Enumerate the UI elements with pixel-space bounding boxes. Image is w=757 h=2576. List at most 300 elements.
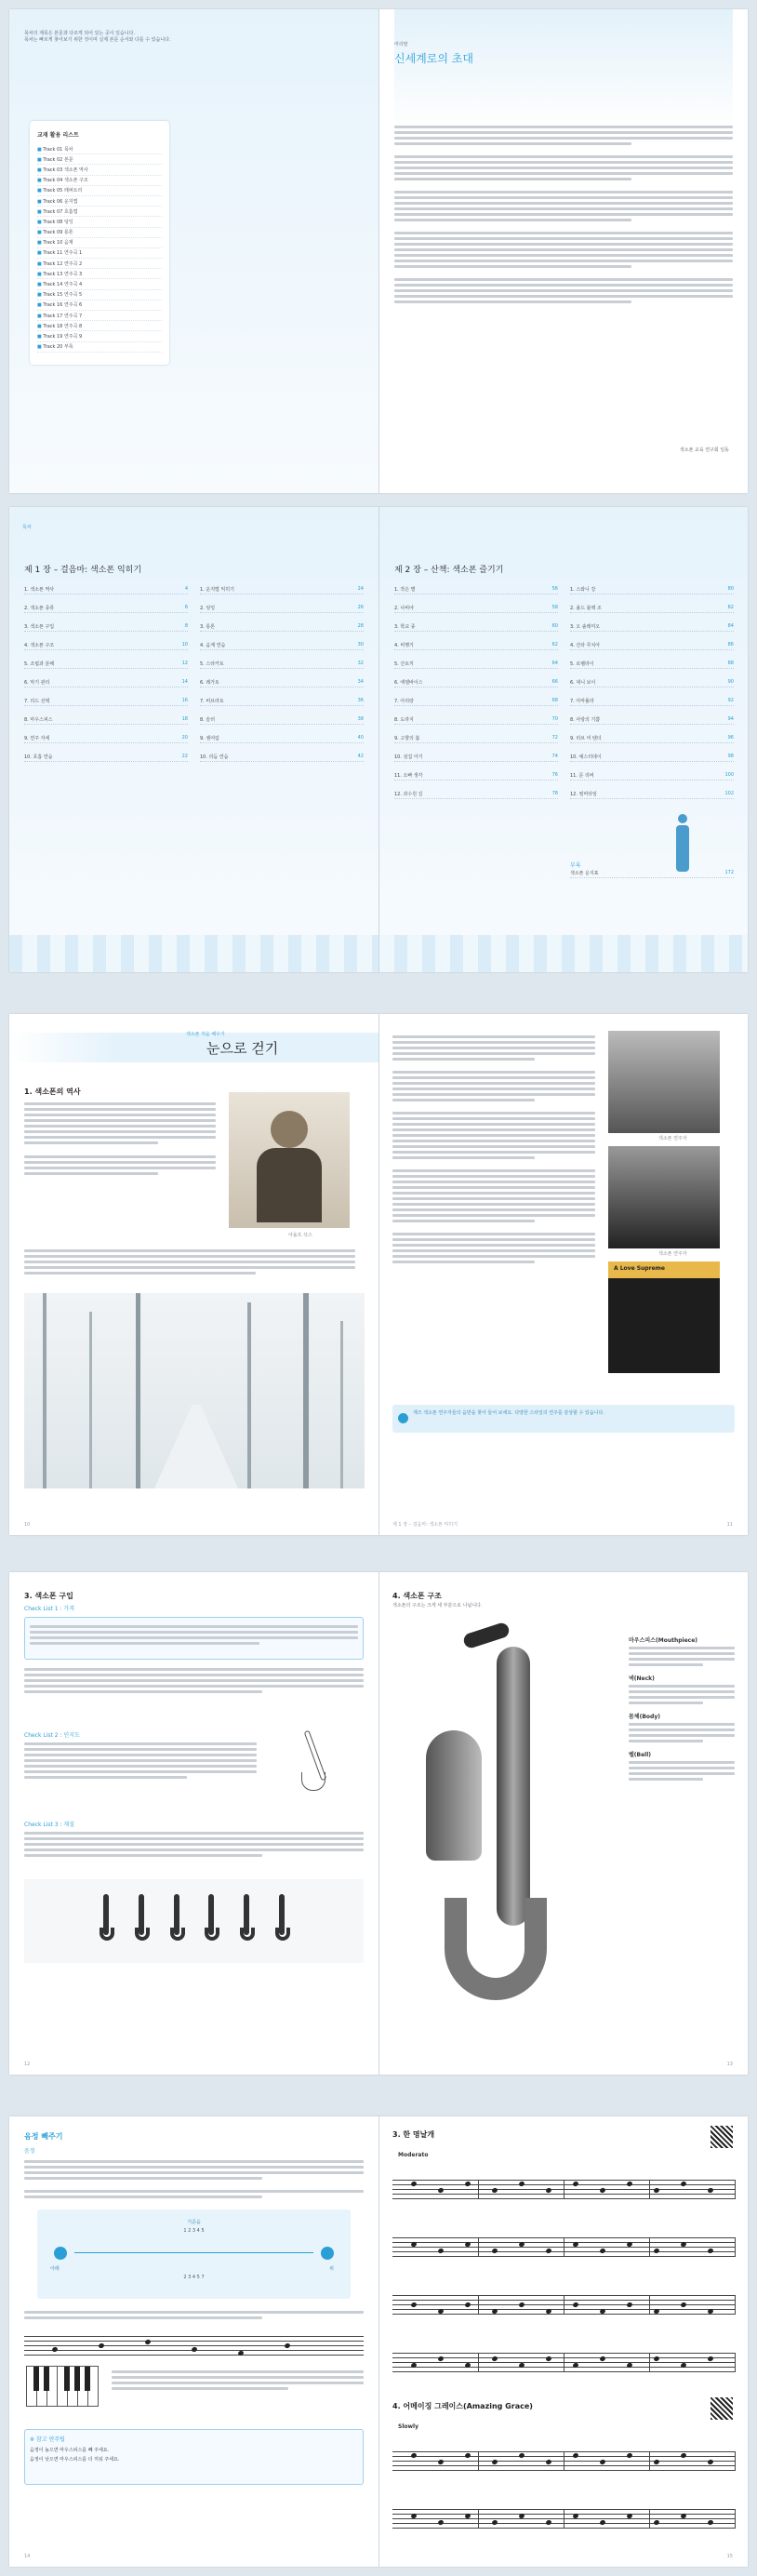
list-item-label: Track 03 색소폰 역사 bbox=[43, 167, 88, 173]
sax-sketch bbox=[279, 1726, 353, 1800]
song-1-staves bbox=[392, 2157, 735, 2394]
list-item[interactable] bbox=[37, 186, 162, 196]
folio-right-2: 13 bbox=[726, 2062, 733, 2067]
toc-row[interactable] bbox=[24, 734, 188, 743]
toc-row[interactable] bbox=[200, 604, 364, 613]
toc-page: 18 bbox=[181, 716, 188, 722]
history-body bbox=[24, 1100, 216, 1178]
note bbox=[653, 2459, 659, 2465]
bullet-icon: ■ bbox=[37, 323, 44, 329]
list-item-label: Track 15 연주곡 5 bbox=[43, 292, 83, 299]
list-item-label: Track 19 연주곡 9 bbox=[43, 333, 83, 340]
toc-entry: 8. 사랑의 기쁨 bbox=[570, 717, 601, 723]
list-item-label: Track 02 본문 bbox=[43, 156, 73, 163]
appendix-row[interactable] bbox=[570, 869, 734, 878]
toc-page: 4 bbox=[184, 586, 188, 592]
song-1-tempo: Moderato bbox=[398, 2152, 429, 2158]
appendix-label: 부록 bbox=[570, 862, 581, 869]
note bbox=[410, 2302, 417, 2308]
toc-row[interactable] bbox=[200, 753, 364, 762]
sax-icon-3 bbox=[163, 1890, 191, 1946]
toc-page: 100 bbox=[724, 772, 734, 778]
list-item[interactable] bbox=[37, 238, 162, 248]
page-toc-left bbox=[9, 507, 378, 972]
toc-entry: 9. 고향의 봄 bbox=[394, 736, 420, 741]
bullet-icon: ■ bbox=[37, 156, 44, 163]
list-item[interactable] bbox=[37, 144, 162, 154]
note bbox=[545, 2459, 551, 2465]
note bbox=[437, 2519, 444, 2526]
tip-panel bbox=[24, 2429, 364, 2485]
toc-entry: 1. 운지법 익히기 bbox=[200, 587, 234, 593]
footer-wave bbox=[9, 935, 378, 972]
list-item-label: Track 12 연주곡 2 bbox=[43, 260, 83, 267]
bullet-icon: ■ bbox=[37, 333, 44, 340]
toc-row[interactable] bbox=[24, 715, 188, 725]
bullet-icon: ■ bbox=[37, 146, 44, 153]
toc-page: 6 bbox=[184, 605, 188, 610]
tip-2: 음정이 낮으면 마우스피스를 더 끼워 주세요. bbox=[30, 2457, 120, 2463]
list-item[interactable] bbox=[37, 248, 162, 259]
note bbox=[653, 2248, 659, 2254]
toc-row[interactable] bbox=[394, 771, 558, 781]
toc-page: 72 bbox=[551, 735, 558, 741]
toc-entry: 3. 학교 종 bbox=[394, 624, 416, 630]
page-structure bbox=[378, 1572, 748, 2075]
toc-page: 30 bbox=[357, 642, 364, 647]
toc-row[interactable] bbox=[200, 678, 364, 687]
preface-title: 신세계로의 초대 bbox=[394, 52, 473, 65]
toc-heading-1: 제 1 장 – 걸음마: 색소폰 익히기 bbox=[24, 566, 142, 575]
note bbox=[707, 2356, 713, 2362]
toc-entry: 2. 텅잉 bbox=[200, 606, 216, 611]
part-heading: 넥(Neck) bbox=[629, 1675, 655, 1682]
note bbox=[599, 2519, 605, 2526]
toc-row[interactable] bbox=[570, 585, 734, 594]
staff bbox=[392, 2221, 735, 2273]
staff bbox=[392, 2435, 735, 2487]
toc-page: 88 bbox=[727, 661, 734, 666]
song-1-title: 3. 한 명날개 bbox=[392, 2130, 435, 2139]
note bbox=[653, 2356, 659, 2362]
bullet-icon: ■ bbox=[37, 250, 44, 257]
toc-row[interactable] bbox=[200, 585, 364, 594]
toc-row[interactable] bbox=[24, 604, 188, 613]
toc-row[interactable] bbox=[394, 753, 558, 762]
toc-page: 28 bbox=[357, 623, 364, 629]
toc-page: 68 bbox=[551, 698, 558, 703]
note bbox=[572, 2302, 578, 2308]
spread-tuning bbox=[9, 2116, 748, 2567]
section-structure: 4. 색소폰 구조 bbox=[392, 1592, 442, 1600]
toc-entry: 11. 오빠 생각 bbox=[394, 773, 423, 779]
list-item-label: Track 04 색소폰 구조 bbox=[43, 178, 88, 184]
toc-row[interactable] bbox=[570, 734, 734, 743]
toc-row[interactable] bbox=[394, 734, 558, 743]
note bbox=[437, 2356, 444, 2362]
note bbox=[626, 2452, 632, 2459]
running-footer: 제 1 장 – 걸음마: 색소폰 익히기 bbox=[392, 1522, 458, 1528]
tip-1: 음정이 높으면 마우스피스를 빼 주세요. bbox=[30, 2448, 110, 2453]
check-price: Check List 1 : 가격 bbox=[24, 1606, 75, 1612]
note bbox=[437, 2248, 444, 2254]
tuning-body bbox=[24, 2157, 364, 2201]
tuning-right-label: 위 bbox=[329, 2266, 334, 2272]
note bbox=[518, 2302, 525, 2308]
toc-row[interactable] bbox=[200, 660, 364, 669]
note bbox=[491, 2187, 498, 2194]
page-preface bbox=[378, 9, 748, 493]
list-item-label: Track 01 목차 bbox=[43, 146, 73, 153]
spread-toc bbox=[9, 507, 748, 972]
toc-row[interactable] bbox=[24, 660, 188, 669]
page-history-right bbox=[378, 1014, 748, 1535]
preface-body bbox=[394, 123, 733, 306]
note bbox=[491, 2519, 498, 2526]
toc-page: 34 bbox=[357, 679, 364, 685]
toc-entry: 3. 오 솔레미오 bbox=[570, 624, 601, 630]
bullet-icon: ■ bbox=[37, 208, 44, 215]
bullet-icon: ■ bbox=[37, 167, 44, 173]
history-body-3 bbox=[392, 1033, 595, 1266]
header-band bbox=[394, 9, 733, 130]
toc-col-4 bbox=[570, 585, 734, 808]
toc-col-2 bbox=[200, 585, 364, 771]
folio-left-2: 12 bbox=[24, 2062, 31, 2067]
tuning-staff bbox=[24, 2329, 364, 2362]
toc-page: 20 bbox=[181, 735, 188, 741]
toc-entry: 3. 색소폰 구입 bbox=[24, 624, 55, 630]
list-item[interactable] bbox=[37, 311, 162, 321]
list-item[interactable] bbox=[37, 331, 162, 341]
note bbox=[626, 2181, 632, 2187]
toc-page: 42 bbox=[357, 754, 364, 759]
part-heading: 벨(Bell) bbox=[629, 1752, 652, 1758]
check-brand: Check List 2 : 인지도 bbox=[24, 1732, 80, 1739]
sax-icon-2 bbox=[127, 1890, 155, 1946]
sax-icon-1 bbox=[92, 1890, 120, 1946]
note bbox=[545, 2248, 551, 2254]
note bbox=[464, 2181, 471, 2187]
toc-entry: 7. 아리랑 bbox=[394, 699, 414, 704]
note bbox=[491, 2248, 498, 2254]
toc-entry: 1. 작은 별 bbox=[394, 587, 416, 593]
list-item[interactable] bbox=[37, 269, 162, 279]
caption-player-1: 색소폰 연주자 bbox=[658, 1136, 687, 1141]
qr-code-1[interactable] bbox=[711, 2126, 733, 2148]
list-item[interactable] bbox=[37, 176, 162, 186]
intro-line-1: 목차의 제목은 본문과 다르게 되어 있는 곳이 있습니다. bbox=[24, 31, 135, 36]
toc-row[interactable] bbox=[394, 641, 558, 650]
toc-row[interactable] bbox=[570, 660, 734, 669]
toc-row[interactable] bbox=[24, 585, 188, 594]
toc-page: 84 bbox=[727, 623, 734, 629]
folio-left: 10 bbox=[24, 1522, 31, 1528]
list-item[interactable] bbox=[37, 279, 162, 289]
list-item-label: Track 16 연주곡 6 bbox=[43, 302, 83, 309]
page-purchase bbox=[9, 1572, 378, 2075]
history-body-2 bbox=[24, 1247, 355, 1277]
staff bbox=[392, 2492, 735, 2544]
page-list bbox=[9, 9, 378, 493]
toc-row[interactable] bbox=[394, 622, 558, 632]
album-title: A Love Supreme bbox=[614, 1265, 665, 1272]
toc-row[interactable] bbox=[570, 604, 734, 613]
bullet-icon: ■ bbox=[37, 313, 44, 319]
list-item[interactable] bbox=[37, 217, 162, 227]
bullet-icon: ■ bbox=[37, 240, 44, 247]
toc-appendix bbox=[570, 861, 734, 878]
note bbox=[680, 2452, 686, 2459]
bullet-icon: ■ bbox=[37, 302, 44, 309]
note bbox=[518, 2181, 525, 2187]
part-heading: 마우스피스(Mouthpiece) bbox=[629, 1637, 698, 1644]
footer-wave-2 bbox=[379, 935, 748, 972]
list-item[interactable] bbox=[37, 259, 162, 269]
toc-row[interactable] bbox=[570, 678, 734, 687]
toc-row[interactable] bbox=[24, 697, 188, 706]
toc-label: 목차 bbox=[22, 525, 32, 530]
toc-entry: 6. 대니 보이 bbox=[570, 680, 596, 686]
song-2-title: 4. 어메이징 그레이스(Amazing Grace) bbox=[392, 2402, 533, 2410]
tuning-body-2 bbox=[24, 2308, 364, 2322]
sax-inventor-illustration bbox=[229, 1092, 350, 1228]
toc-row[interactable] bbox=[200, 622, 364, 632]
toc-row[interactable] bbox=[394, 715, 558, 725]
list-item[interactable] bbox=[37, 196, 162, 207]
list-item[interactable] bbox=[37, 154, 162, 165]
toc-entry: 5. 산토끼 bbox=[394, 661, 414, 667]
toc-row[interactable] bbox=[570, 622, 734, 632]
toc-page: 64 bbox=[551, 661, 558, 666]
toc-page: 10 bbox=[181, 642, 188, 647]
toc-row[interactable] bbox=[394, 604, 558, 613]
note bbox=[599, 2248, 605, 2254]
section-purchase: 3. 색소폰 구입 bbox=[24, 1592, 73, 1600]
toc-row[interactable] bbox=[570, 715, 734, 725]
intro-line-2: 목차는 빠르게 찾아보기 위한 것이며 실제 본문 순서와 다를 수 있습니다. bbox=[24, 37, 171, 43]
toc-row[interactable] bbox=[570, 771, 734, 781]
note bbox=[437, 2187, 444, 2194]
toc-row[interactable] bbox=[200, 697, 364, 706]
toc-row[interactable] bbox=[200, 715, 364, 725]
section-tuning: 음정 빼주기 bbox=[24, 2132, 63, 2141]
toc-page: 80 bbox=[727, 586, 734, 592]
note bbox=[410, 2452, 417, 2459]
toc-page: 90 bbox=[727, 679, 734, 685]
note bbox=[410, 2181, 417, 2187]
spread-preface bbox=[9, 9, 748, 493]
purchase-body bbox=[24, 1665, 364, 1696]
note bbox=[707, 2248, 713, 2254]
tip-text: 재즈 색소폰 연주자들의 음반을 찾아 들어 보세요. 다양한 스타일의 연주를 감상할 수 있습니다. bbox=[413, 1410, 604, 1416]
list-item-label: Track 14 연주곡 4 bbox=[43, 282, 83, 288]
toc-entry: 6. 에델바이스 bbox=[394, 680, 423, 686]
toc-row[interactable] bbox=[570, 790, 734, 799]
toc-row[interactable] bbox=[200, 641, 364, 650]
toc-entry: 7. 비브라토 bbox=[200, 699, 224, 704]
toc-row[interactable] bbox=[394, 585, 558, 594]
toc-page: 70 bbox=[551, 716, 558, 722]
sax-lineup bbox=[24, 1879, 364, 1963]
bullet-icon: ■ bbox=[37, 292, 44, 299]
note bbox=[680, 2181, 686, 2187]
preface-label: 머리말 bbox=[394, 42, 408, 47]
toc-entry: 4. 산타 루치아 bbox=[570, 643, 601, 648]
list-item[interactable] bbox=[37, 207, 162, 217]
toc-page: 56 bbox=[551, 586, 558, 592]
toc-page: 86 bbox=[727, 642, 734, 647]
toc-entry: 5. 조립과 분해 bbox=[24, 661, 55, 667]
tuning-diagram bbox=[37, 2209, 351, 2299]
toc-entry: 5. 스타카토 bbox=[200, 661, 224, 667]
toc-entry: 12. 과수원 길 bbox=[394, 792, 423, 797]
page-toc-right bbox=[378, 507, 748, 972]
tuning-low: 1 2 3 4 5 bbox=[183, 2228, 205, 2234]
toc-row[interactable] bbox=[24, 678, 188, 687]
keyboard-text bbox=[112, 2368, 364, 2393]
note bbox=[680, 2302, 686, 2308]
toc-row[interactable] bbox=[394, 678, 558, 687]
price-box bbox=[24, 1617, 364, 1660]
toc-entry: 7. 아마폴라 bbox=[570, 699, 594, 704]
qr-code-2[interactable] bbox=[711, 2397, 733, 2420]
toc-row[interactable] bbox=[394, 660, 558, 669]
note bbox=[545, 2187, 551, 2194]
toc-entry: 10. 섬집 아기 bbox=[394, 754, 423, 760]
toc-entry: 4. 색소폰 구조 bbox=[24, 643, 55, 648]
caption-player-2: 색소폰 연주자 bbox=[658, 1251, 687, 1257]
list-item-label: Track 09 롱톤 bbox=[43, 230, 73, 236]
toc-entry: 8. 도라지 bbox=[394, 717, 414, 723]
toc-page: 62 bbox=[551, 642, 558, 647]
toc-entry: 5. 로렐라이 bbox=[570, 661, 594, 667]
sax-icon-6 bbox=[268, 1890, 296, 1946]
intro-text bbox=[24, 30, 247, 43]
toc-col-3 bbox=[394, 585, 558, 808]
toc-page: 66 bbox=[551, 679, 558, 685]
toc-row[interactable] bbox=[24, 622, 188, 632]
toc-entry: 1. 스와니 강 bbox=[570, 587, 596, 593]
note bbox=[491, 2459, 498, 2465]
spread-structure bbox=[9, 1572, 748, 2075]
toc-page: 40 bbox=[357, 735, 364, 741]
toc-entry: 7. 리드 선택 bbox=[24, 699, 50, 704]
bullet-icon: ■ bbox=[37, 198, 44, 205]
list-item[interactable] bbox=[37, 228, 162, 238]
chapter-subtitle: 색소폰 처음 배우기 bbox=[186, 1032, 225, 1037]
page-history-left bbox=[9, 1014, 378, 1535]
staff bbox=[392, 2336, 735, 2388]
toc-heading-2: 제 2 장 – 산책: 색소폰 즐기기 bbox=[394, 566, 504, 575]
list-item-label: Track 17 연주곡 7 bbox=[43, 313, 83, 319]
toc-row[interactable] bbox=[200, 734, 364, 743]
note bbox=[464, 2302, 471, 2308]
tip-title: ※ 참고 연주팁 bbox=[30, 2436, 65, 2443]
note bbox=[545, 2519, 551, 2526]
toc-row[interactable] bbox=[570, 753, 734, 762]
structure-subtitle: 색소폰의 구조는 크게 세 부분으로 나뉩니다. bbox=[392, 1603, 483, 1608]
toc-row[interactable] bbox=[394, 790, 558, 799]
toc-page: 38 bbox=[357, 716, 364, 722]
list-item[interactable] bbox=[37, 321, 162, 331]
bullet-icon: ■ bbox=[37, 188, 44, 194]
keyboard-illustration bbox=[26, 2366, 99, 2407]
toc-page: 26 bbox=[357, 605, 364, 610]
toc-entry: 4. 비행기 bbox=[394, 643, 414, 648]
part-heading: 몸체(Body) bbox=[629, 1714, 660, 1720]
toc-entry: 10. 예스터데이 bbox=[570, 754, 602, 760]
list-card bbox=[30, 121, 169, 365]
toc-page: 58 bbox=[551, 605, 558, 610]
note bbox=[626, 2302, 632, 2308]
list-item[interactable] bbox=[37, 300, 162, 311]
saxophonist-silhouette bbox=[673, 814, 692, 898]
list-item-label: Track 06 운지법 bbox=[43, 198, 78, 205]
note bbox=[491, 2356, 498, 2362]
toc-page: 24 bbox=[357, 586, 364, 592]
tip-box bbox=[392, 1405, 735, 1433]
folio-right: 11 bbox=[726, 1522, 733, 1528]
toc-row[interactable] bbox=[570, 697, 734, 706]
spread-history bbox=[9, 1014, 748, 1535]
material-body bbox=[24, 1829, 364, 1860]
list-item-label: Track 05 레퍼토리 bbox=[43, 188, 83, 194]
toc-page: 98 bbox=[727, 754, 734, 759]
forest-illustration bbox=[24, 1293, 365, 1488]
toc-page: 22 bbox=[181, 754, 188, 759]
note bbox=[572, 2181, 578, 2187]
list-item[interactable] bbox=[37, 290, 162, 300]
toc-entry: 10. 리듬 연습 bbox=[200, 754, 229, 760]
staff bbox=[392, 2163, 735, 2215]
toc-page: 60 bbox=[551, 623, 558, 629]
note bbox=[599, 2187, 605, 2194]
note bbox=[707, 2187, 713, 2194]
toc-row[interactable] bbox=[570, 641, 734, 650]
list-item[interactable] bbox=[37, 342, 162, 353]
sax-icon-4 bbox=[197, 1890, 225, 1946]
list-item[interactable] bbox=[37, 165, 162, 175]
bullet-icon: ■ bbox=[37, 271, 44, 277]
list-item-label: Track 20 부록 bbox=[43, 344, 73, 351]
album-cover bbox=[608, 1261, 720, 1373]
list-items bbox=[37, 144, 162, 353]
toc-page: 92 bbox=[727, 698, 734, 703]
toc-entry: 2. 나비야 bbox=[394, 606, 414, 611]
toc-entry: 2. 올드 블랙 조 bbox=[570, 606, 602, 611]
toc-page: 32 bbox=[357, 661, 364, 666]
toc-row[interactable] bbox=[24, 641, 188, 650]
parts-list bbox=[629, 1628, 735, 1783]
toc-entry: 10. 호흡 연습 bbox=[24, 754, 53, 760]
note bbox=[707, 2459, 713, 2465]
toc-page: 36 bbox=[357, 698, 364, 703]
staff bbox=[392, 2278, 735, 2330]
tuning-sub: 음정 bbox=[24, 2148, 35, 2155]
appendix-page: 172 bbox=[724, 870, 734, 875]
toc-page: 76 bbox=[551, 772, 558, 778]
chapter-title: 눈으로 걷기 bbox=[206, 1040, 279, 1057]
toc-row[interactable] bbox=[24, 753, 188, 762]
note bbox=[653, 2519, 659, 2526]
toc-entry: 2. 색소폰 종류 bbox=[24, 606, 55, 611]
toc-entry: 1. 색소폰 역사 bbox=[24, 587, 55, 593]
toc-entry: 11. 문 리버 bbox=[570, 773, 594, 779]
toc-entry: 8. 슬러 bbox=[200, 717, 216, 723]
toc-row[interactable] bbox=[394, 697, 558, 706]
toc-entry: 9. 셈여림 bbox=[200, 736, 219, 741]
